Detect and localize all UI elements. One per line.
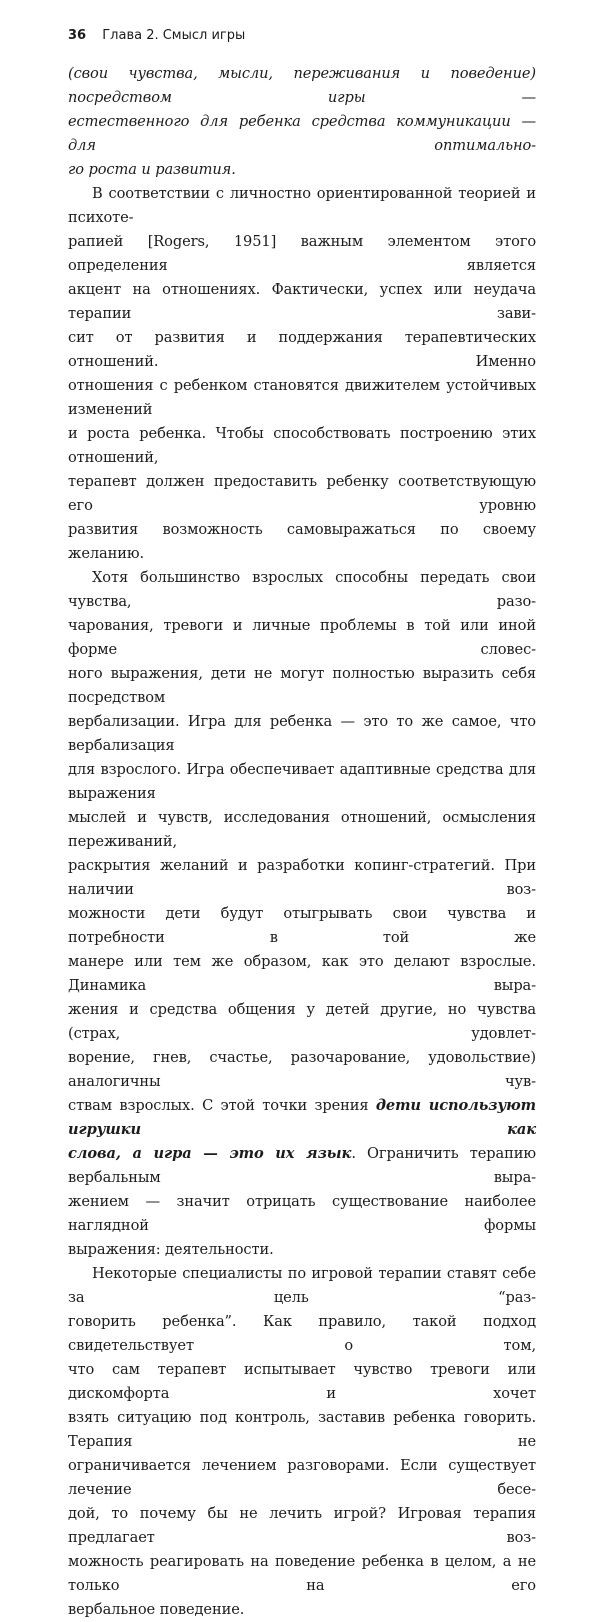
text-line: можность реагировать на поведение ребенка в целом, а не только на его [68,1553,536,1594]
chapter-title: Глава 2. Смысл игры [102,28,246,43]
paragraph-4 [68,1262,536,1622]
text-line: ограничивается лечением разговорами. Если существует лечение бесе- [68,1457,536,1498]
text-line: дой, то почему бы не лечить игрой? Игровая терапия предлагает воз- [68,1505,536,1546]
page-number: 36 [68,28,87,43]
text-line: терапевт должен предоставить ребенку соответствующую его уровню [68,473,536,514]
text-line [68,1094,536,1142]
text-line: ворение, гнев, счастье, разочарование, удовольствие) аналогичны чув- [68,1049,536,1090]
body-text [68,62,536,1622]
text-line [68,1142,536,1190]
text-line: го роста и развития. [68,161,236,178]
text-line: раскрытия желаний и разработки копинг-стратегий. При наличии воз- [68,857,536,898]
running-header [68,28,245,43]
text-line: Хотя большинство взрослых способны передать свои чувства, разо- [68,569,536,610]
text-run: ствам взрослых. С этой точки зрения [68,1097,376,1114]
emphasis-text: дети используют игрушки как [68,1097,536,1138]
text-line: Некоторые специалисты по игровой терапии ставят себе за цель “раз- [68,1265,536,1306]
paragraph-2 [68,182,536,566]
text-line: ного выражения, дети не могут полностью выразить себя посредством [68,665,536,706]
text-line: (свои чувства, мысли, переживания и поведение) посредством игры — [68,65,536,106]
text-line: вербализации. Игра для ребенка — это то же самое, что вербализация [68,713,536,754]
paragraph-3 [68,566,536,1262]
text-line: вербальное поведение. [68,1601,245,1618]
text-line: мыслей и чувств, исследования отношений, осмысления переживаний, [68,809,536,850]
text-line: рапией [Rogers, 1951] важным элементом этого определения является [68,233,536,274]
text-line: чарования, тревоги и личные проблемы в той или иной форме словес- [68,617,536,658]
text-line: что сам терапевт испытывает чувство тревоги или дискомфорта и хочет [68,1361,536,1402]
paragraph-1 [68,62,536,182]
text-line: можности дети будут отыгрывать свои чувства и потребности в той же [68,905,536,946]
text-line: естественного для ребенка средства коммуникации — для оптимально- [68,113,536,154]
text-run: . Ограничить терапию вербальным выра- [68,1145,536,1186]
text-line: выражения: деятельности. [68,1241,274,1258]
text-line: сит от развития и поддержания терапевтических отношений. Именно [68,329,536,370]
text-line: жением — значит отрицать существование наиболее наглядной формы [68,1193,536,1234]
emphasis-text: слова, а игра — это их язык [68,1145,352,1162]
text-line: взять ситуацию под контроль, заставив ребенка говорить. Терапия не [68,1409,536,1450]
text-line: для взрослого. Игра обеспечивает адаптивные средства для выражения [68,761,536,802]
text-line: жения и средства общения у детей другие, но чувства (страх, удовлет- [68,1001,536,1042]
text-line: манере или тем же образом, как это делают взрослые. Динамика выра- [68,953,536,994]
text-line: акцент на отношениях. Фактически, успех или неудача терапии зави- [68,281,536,322]
text-line: В соответствии с личностно ориентированной теорией и психоте- [68,185,536,226]
text-line: и роста ребенка. Чтобы способствовать построению этих отношений, [68,425,536,466]
text-line: отношения с ребенком становятся движителем устойчивых изменений [68,377,536,418]
text-line: говорить ребенка”. Как правило, такой подход свидетельствует о том, [68,1313,536,1354]
text-line: развития возможность самовыражаться по своему желанию. [68,521,536,562]
